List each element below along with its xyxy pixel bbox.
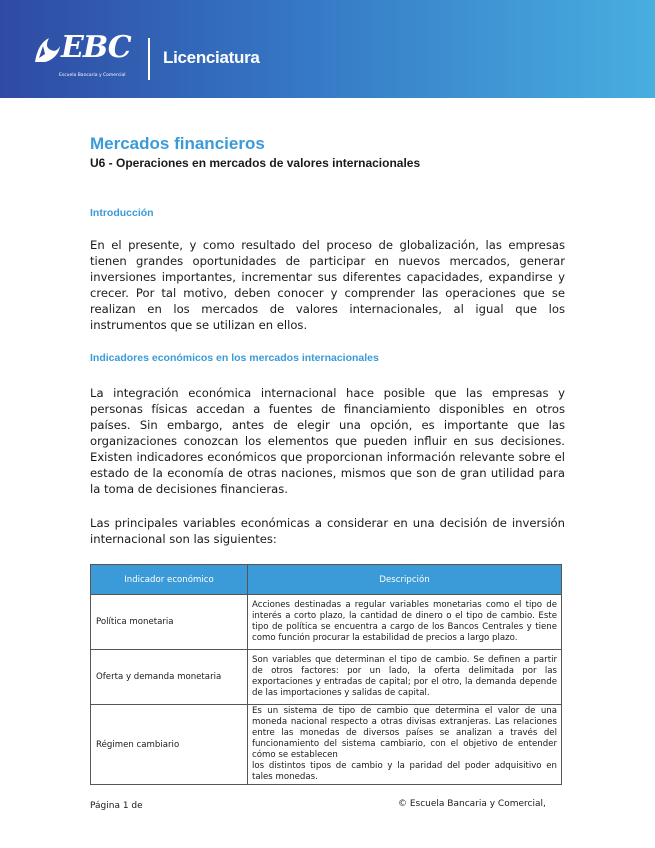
copyright-notice: © Escuela Bancaria y Comercial, xyxy=(398,799,546,809)
logo-subtext: Escuela Bancaria y Comercial xyxy=(59,73,126,78)
variables-paragraph: Las principales variables económicas a considerar en una decisión de inversión internacional son las siguientes: xyxy=(90,516,565,546)
header-divider xyxy=(148,38,150,80)
section-heading-introduccion: Introducción xyxy=(90,207,154,219)
page-subtitle: U6 - Operaciones en mercados de valores internacionales xyxy=(90,156,421,170)
indicator-cell: Política monetaria xyxy=(91,595,248,650)
indicators-paragraph: La integración económica internacional hace posible que las empresas y personas físicas accedan a fuentes de financiamiento disponibles en otros países. Sin embargo, antes de elegir una opción, es importante que las organizaciones conozcan los elementos que pueden influir en sus decisiones. Existen indicadores económicos que proporcionan información relevante sobre el estado de la economía de otras naciones, mismos que son de gran utilidad para la toma de decisiones financieras. xyxy=(90,386,565,496)
indicator-cell: Oferta y demanda monetaria xyxy=(91,650,248,705)
table-row xyxy=(91,705,562,785)
description-cell xyxy=(248,705,562,785)
column-header-indicator: Indicador económico xyxy=(91,565,248,595)
eagle-icon xyxy=(33,32,61,66)
indicator-cell: Régimen cambiario xyxy=(91,705,248,785)
description-line: Es un sistema de tipo de cambio que determina el valor de una moneda nacional respecto a otras divisas extranjeras. Las relaciones entre las monedas de diversos países se analizan a través del funcionamiento del sistema cambiario, con el objetivo de entender cómo se establecen xyxy=(252,706,557,760)
page-title: Mercados financieros xyxy=(90,134,265,153)
section-label: Licenciatura xyxy=(163,48,260,67)
indicators-table xyxy=(90,564,562,785)
column-header-description: Descripción xyxy=(248,565,562,595)
page-number: Página 1 de xyxy=(90,801,143,811)
description-cell: Acciones destinadas a regular variables monetarias como el tipo de interés a corto plazo, la cantidad de dinero o el tipo de cambio. Este tipo de política se encuentra a cargo de los Bancos Centrales y tiene como función procurar la estabilidad de precios a largo plazo. xyxy=(248,595,562,650)
description-cell: Son variables que determinan el tipo de cambio. Se definen a partir de otros factores: por un lado, la oferta delimitada por las exportaciones y entradas de capital; por el otro, la demanda depende de las importaciones y salidas de capital. xyxy=(248,650,562,705)
section-heading-indicadores: Indicadores económicos en los mercados internacionales xyxy=(90,352,379,364)
intro-paragraph: En el presente, y como resultado del proceso de globalización, las empresas tienen grandes oportunidades de participar en nuevos mercados, generar inversiones importantes, incrementar sus diferentes capacidades, expandirse y crecer. Por tal motivo, deben conocer y comprender las operaciones que se realizan en los mercados de valores internacionales, al igual que los instrumentos que se utilizan en ellos. xyxy=(90,238,565,332)
logo-text: EBC xyxy=(61,30,131,65)
table-header-row xyxy=(91,565,562,595)
description-line: los distintos tipos de cambio y la paridad del poder adquisitivo en tales monedas. xyxy=(252,761,557,782)
header-banner xyxy=(0,0,655,98)
ebc-logo xyxy=(33,28,138,84)
table-row xyxy=(91,650,562,705)
table-row xyxy=(91,595,562,650)
